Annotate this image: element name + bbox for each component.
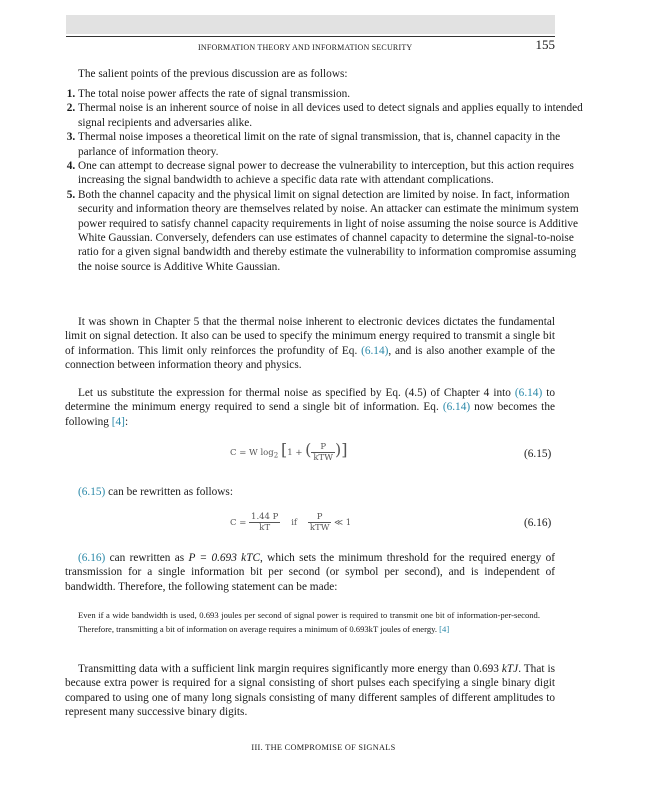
list-intro: The salient points of the previous discussion are as follows: — [78, 68, 348, 80]
list-item: 4. One can attempt to decrease signal power to decrease the vulnerability to interception, but this action requires increasing the signal bandwidth to achieve a specific data rate with attendant complications. — [78, 159, 583, 188]
equation-6-15: C = W $\log_2 [1$ + ( $\frac{P}{\text{kTW}}$ )] — [230, 440, 348, 463]
citation-link[interactable]: [4] — [439, 624, 450, 634]
running-header — [66, 36, 555, 55]
paragraph-link-margin: Transmitting data with a sufficient link margin requires significantly more energy than 0.693 kTJ. That is because extra power is required for a signal consisting of short pulses each specifying a single binary digit compared to using one of many long signals consisting of many different samples of different amplitudes to represent many successive binary digits. — [65, 663, 555, 719]
equation-ref-link[interactable]: (6.16) — [78, 552, 106, 564]
paragraph-threshold: (6.16) can rewritten as P = 0.693 kTC, which sets the minimum threshold for the required energy of transmission for a single information bit per second (or symbol per second), and is independent of bandwidth. Therefore, the following statement can be made: — [65, 552, 556, 593]
running-title: INFORMATION THEORY AND INFORMATION SECURITY — [198, 43, 413, 52]
page-number: 155 — [535, 37, 555, 52]
list-item: 5. Both the channel capacity and the physical limit on signal detection are limited by noise. In fact, information security and information theory are themselves related by noise. An attacker can estimate the minimum system power required to satisfy channel capacity requirements in light of noise assuming the noise source is Additive White Gaussian. Conversely, defenders can use estimates of channel capacity to determine the signal-to-noise ratio for a given signal bandwidth and thereby estimate the vulnerability to information compromise assuming the noise source is Additive White Gaussian. — [78, 188, 583, 274]
list-item: 2. Thermal noise is an inherent source of noise in all devices used to detect signals and applies equally to intended signal recipients and adversaries alike. — [78, 101, 583, 130]
paragraph-noise-limit: It was shown in Chapter 5 that the thermal noise inherent to electronic devices dictates the fundamental limit on signal detection. It also can be used to specify the minimum energy required to transmit a single bit of information. This limit only reinforces the profundity of Eq. (6.14), and is also another example of the connection between information theory and physics. — [65, 316, 555, 372]
equation-ref-link[interactable]: (6.14) — [514, 387, 543, 399]
salient-points-list — [50, 87, 583, 274]
equation-ref-link[interactable]: (6.14) — [361, 344, 389, 357]
equation-number: (6.16) — [524, 517, 552, 529]
equation-6-16: C = $\frac{1.44 P}{kT}$ if $\frac{P}{\text{kTW}}$ ≪ 1 — [230, 512, 352, 533]
equation-number: (6.15) — [524, 448, 552, 460]
rewrite-line: (6.15) can be rewritten as follows: — [78, 486, 233, 498]
paragraph-substitute: Let us substitute the expression for thermal noise as specified by Eq. (4.5) of Chapter 4 into (6.14) to determine the minimum energy required to send a single bit of information. Eq. (6.14) now becomes the following [4]: — [65, 387, 555, 428]
header-bar — [66, 15, 555, 34]
block-quote: Even if a wide bandwidth is used, 0.693 joules per second of signal power is required to transmit one bit of information-per-second. Therefore, transmitting a bit of information on average requires a minimum of 0.693kT joules of energy. [4] — [78, 610, 540, 634]
equation-ref-link[interactable]: (6.14) — [442, 401, 471, 414]
list-item: 1. The total noise power affects the rate of signal transmission. — [78, 87, 583, 101]
citation-link[interactable]: [4] — [111, 415, 125, 428]
running-footer: III. THE COMPROMISE OF SIGNALS — [251, 743, 396, 752]
equation-ref-link[interactable]: (6.15) — [78, 486, 106, 498]
list-item: 3. Thermal noise imposes a theoretical limit on the rate of signal transmission, that is, channel capacity in the parlance of information theory. — [78, 130, 583, 159]
